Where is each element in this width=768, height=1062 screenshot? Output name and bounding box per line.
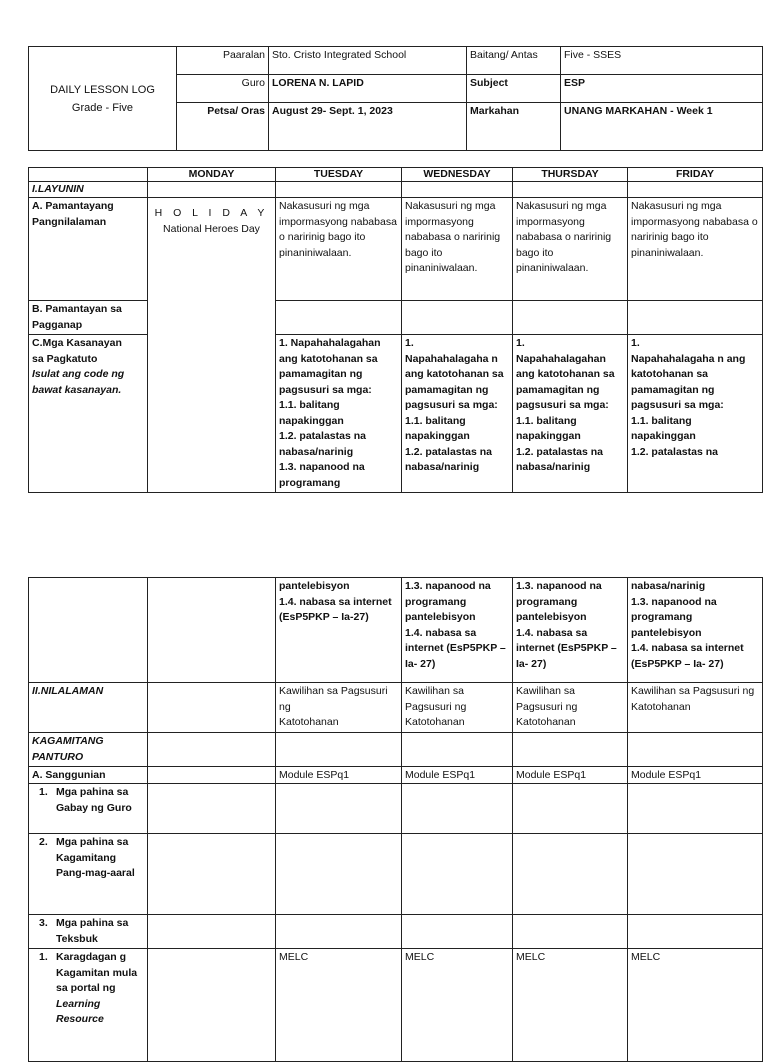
- lesson-table-page2: [28, 577, 763, 1062]
- empty-cell: [628, 784, 763, 834]
- kagamitang-mag-aaral-label: Mga pahina sa Kagamitang Pang-mag-aaral: [56, 836, 135, 879]
- empty-cell: [402, 834, 513, 915]
- sanggunian-fri: Module ESPq1: [628, 767, 763, 784]
- school-label: Paaralan: [177, 47, 269, 75]
- pamantayang-tue: Nakasusuri ng mga impormasyong nababasa o naririnig bago ito pinaniniwalaan.: [276, 198, 402, 301]
- kasanayan-note: Isulat ang code ng bawat kasanayan.: [32, 368, 125, 396]
- lesson-log-title: DAILY LESSON LOG: [50, 83, 155, 96]
- kagamitang-label: KAGAMITANG PANTURO: [29, 733, 148, 767]
- sanggunian-wed: Module ESPq1: [402, 767, 513, 784]
- pamantayang-thu: Nakasusuri ng mga impormasyong nababasa o naririnig bago ito pinaniniwalaan.: [513, 198, 628, 301]
- empty-cell: [148, 182, 276, 198]
- empty-cell: [276, 301, 402, 335]
- teacher-label: Guro: [177, 75, 269, 103]
- item-number: 2.: [39, 836, 48, 848]
- empty-cell: [513, 784, 628, 834]
- empty-cell: [276, 182, 402, 198]
- kasanayan-wed: 1. Napahahalagaha n ang katotohanan sa pamamagitan ng pagsusuri sa mga: 1.1. balitang napakinggan 1.2. patalastas na nabasa/narinig: [402, 335, 513, 493]
- empty-cell: [276, 733, 402, 767]
- gabay-guro-row: [29, 784, 763, 834]
- nilalaman-row: [29, 683, 763, 733]
- empty-cell: [402, 784, 513, 834]
- continued-row: [29, 578, 763, 683]
- empty-cell: [148, 767, 276, 784]
- karagdagan-row: [29, 949, 763, 1062]
- grade-label: Grade - Five: [71, 101, 134, 114]
- nilalaman-fri: Kawilihan sa Pagsusuri ng Katotohanan: [628, 683, 763, 733]
- kasanayan-label-cell: [29, 335, 148, 493]
- quarter-value: UNANG MARKAHAN - Week 1: [561, 103, 763, 151]
- empty-cell: [148, 949, 276, 1062]
- empty-cell: [513, 733, 628, 767]
- blank-header-cell: [29, 168, 148, 182]
- empty-cell: [148, 578, 276, 683]
- sanggunian-thu: Module ESPq1: [513, 767, 628, 784]
- day-thursday: THURSDAY: [513, 168, 628, 182]
- empty-cell: [402, 301, 513, 335]
- empty-cell: [148, 834, 276, 915]
- day-wednesday: WEDNESDAY: [402, 168, 513, 182]
- empty-cell: [148, 915, 276, 949]
- cont-tue: pantelebisyon 1.4. nabasa sa internet (EsP5PKP – Ia-27): [276, 578, 402, 683]
- sanggunian-tue: Module ESPq1: [276, 767, 402, 784]
- melc-fri: MELC: [628, 949, 763, 1062]
- day-monday: MONDAY: [148, 168, 276, 182]
- holiday-cell: [148, 198, 276, 493]
- karagdagan-italic: Learning Resource: [56, 997, 104, 1025]
- holiday-subtitle: National Heroes Day: [163, 223, 260, 235]
- kasanayan-row: [29, 335, 763, 493]
- empty-cell: [148, 784, 276, 834]
- empty-cell: [148, 683, 276, 733]
- days-header-row: [29, 168, 763, 182]
- empty-cell: [402, 733, 513, 767]
- item-number: 1.: [39, 951, 48, 963]
- date-value: August 29- Sept. 1, 2023: [269, 103, 467, 151]
- empty-cell: [513, 915, 628, 949]
- empty-cell: [628, 915, 763, 949]
- cont-wed: 1.3. napanood na programang pantelebisyon 1.4. nabasa sa internet (EsP5PKP – Ia- 27): [402, 578, 513, 683]
- date-label: Petsa/ Oras: [177, 103, 269, 151]
- empty-cell: [148, 733, 276, 767]
- item-number: 1.: [39, 786, 48, 798]
- pamantayang-wed: Nakasusuri ng mga impormasyong nababasa o naririnig bago ito pinaniniwalaan.: [402, 198, 513, 301]
- day-friday: FRIDAY: [628, 168, 763, 182]
- grade-level-value: Five - SSES: [561, 47, 763, 75]
- pagganap-label: B. Pamantayan sa Pagganap: [29, 301, 148, 335]
- sanggunian-row: [29, 767, 763, 784]
- empty-cell: [628, 182, 763, 198]
- nilalaman-wed: Kawilihan sa Pagsusuri ng Katotohanan: [402, 683, 513, 733]
- empty-cell: [276, 784, 402, 834]
- karagdagan-label: Karagdagan g Kagamitan mula sa portal ng: [56, 951, 138, 994]
- melc-wed: MELC: [402, 949, 513, 1062]
- karagdagan-cell: [29, 949, 148, 1062]
- kagamitang-row: [29, 733, 763, 767]
- empty-cell: [402, 182, 513, 198]
- pamantayang-row: [29, 198, 763, 301]
- item-number: 3.: [39, 917, 48, 929]
- empty-cell: [628, 301, 763, 335]
- teksbuk-cell: [29, 915, 148, 949]
- header-table: [28, 46, 763, 151]
- kasanayan-tue: 1. Napahahalagahan ang katotohanan sa pamamagitan ng pagsusuri sa mga: 1.1. balitang napakinggan 1.2. patalastas na nabasa/narinig 1.3. napanood na programang: [276, 335, 402, 493]
- layunin-row: [29, 182, 763, 198]
- page-break: [0, 498, 768, 577]
- empty-cell: [402, 915, 513, 949]
- kasanayan-fri: 1. Napahahalagaha n ang katotohanan sa pamamagitan ng pagsusuri sa mga: 1.1. balitang napakinggan 1.2. patalastas na: [628, 335, 763, 493]
- gabay-guro-cell: [29, 784, 148, 834]
- melc-tue: MELC: [276, 949, 402, 1062]
- lesson-log-title-cell: [29, 47, 177, 151]
- cont-thu: 1.3. napanood na programang pantelebisyon 1.4. nabasa sa internet (EsP5PKP – Ia- 27): [513, 578, 628, 683]
- nilalaman-thu: Kawilihan sa Pagsusuri ng Katotohanan: [513, 683, 628, 733]
- grade-level-label: Baitang/ Antas: [467, 47, 561, 75]
- holiday-title: H O L I D A Y: [154, 207, 269, 219]
- subject-value: ESP: [561, 75, 763, 103]
- empty-cell: [29, 578, 148, 683]
- empty-cell: [513, 834, 628, 915]
- empty-cell: [276, 915, 402, 949]
- day-tuesday: TUESDAY: [276, 168, 402, 182]
- layunin-label: I.LAYUNIN: [29, 182, 148, 198]
- quarter-label: Markahan: [467, 103, 561, 151]
- pamantayang-fri: Nakasusuri ng mga impormasyong nababasa o naririnig bago ito pinaniniwalaan.: [628, 198, 763, 301]
- sanggunian-label: A. Sanggunian: [29, 767, 148, 784]
- teacher-value: LORENA N. LAPID: [269, 75, 467, 103]
- cont-fri: nabasa/narinig 1.3. napanood na programang pantelebisyon 1.4. nabasa sa internet (EsP5PKP – Ia- 27): [628, 578, 763, 683]
- pamantayang-label: A. Pamantayang Pangnilalaman: [29, 198, 148, 301]
- empty-cell: [513, 182, 628, 198]
- empty-cell: [628, 834, 763, 915]
- subject-label: Subject: [467, 75, 561, 103]
- empty-cell: [276, 834, 402, 915]
- kasanayan-label: C.Mga Kasanayan sa Pagkatuto: [32, 337, 122, 365]
- pagganap-row: [29, 301, 763, 335]
- teksbuk-row: [29, 915, 763, 949]
- nilalaman-tue: Kawilihan sa Pagsusuri ng Katotohanan: [276, 683, 402, 733]
- melc-thu: MELC: [513, 949, 628, 1062]
- empty-cell: [513, 301, 628, 335]
- empty-cell: [628, 733, 763, 767]
- kasanayan-thu: 1. Napahahalagahan ang katotohanan sa pamamagitan ng pagsusuri sa mga: 1.1. balitang napakinggan 1.2. patalastas na nabasa/narinig: [513, 335, 628, 493]
- teksbuk-label: Mga pahina sa Teksbuk: [56, 917, 129, 945]
- nilalaman-label: II.NILALAMAN: [29, 683, 148, 733]
- gabay-guro-label: Mga pahina sa Gabay ng Guro: [56, 786, 132, 814]
- kagamitang-mag-aaral-row: [29, 834, 763, 915]
- kagamitang-mag-aaral-cell: [29, 834, 148, 915]
- lesson-table-page1: [28, 167, 763, 493]
- school-value: Sto. Cristo Integrated School: [269, 47, 467, 75]
